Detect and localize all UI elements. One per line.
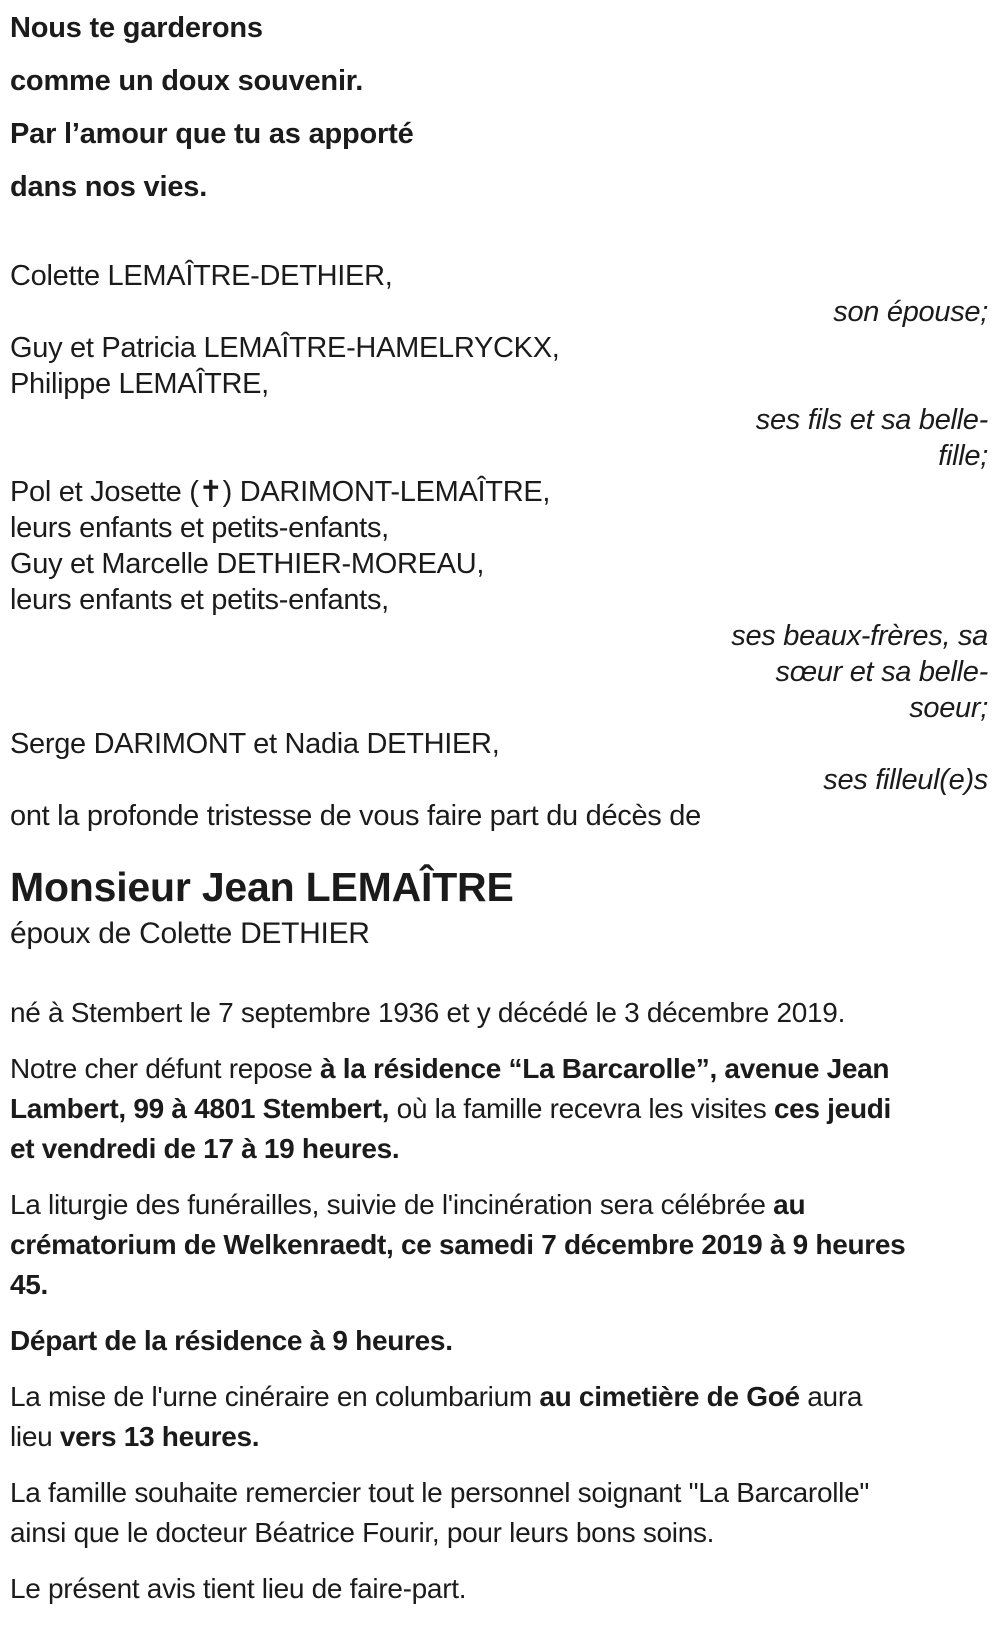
poem-line: comme un doux souvenir. — [10, 65, 364, 97]
family-name: Serge DARIMONT et Nadia DETHIER, — [10, 728, 500, 760]
family-name: Guy et Marcelle DETHIER-MOREAU, — [10, 548, 485, 580]
family-relation: sœur et sa belle- — [775, 656, 988, 688]
family-relation: ses filleul(e)s — [823, 764, 988, 796]
paragraph: La mise de l'urne cinéraire en columbarium au cimetière de Goé aura lieu vers 13 heures. — [10, 1381, 863, 1452]
paragraph: Notre cher défunt repose à la résidence “La Barcarolle”, avenue Jean Lambert, 99 à 4801 Stembert, où la famille recevra les visites ces jeudi et vendredi de 17 à 19 heures. — [10, 1053, 892, 1164]
deceased-name: Monsieur Jean LEMAÎTRE — [10, 864, 514, 910]
paragraph: La famille souhaite remercier tout le personnel soignant "La Barcarolle" ainsi que le docteur Béatrice Fourir, pour leurs bons soins. — [10, 1477, 869, 1548]
family-name: leurs enfants et petits-enfants, — [10, 584, 389, 616]
poem — [10, 0, 988, 214]
paragraph: Le présent avis tient lieu de faire-part. — [10, 1573, 467, 1604]
family-name: Philippe LEMAÎTRE, — [10, 368, 269, 400]
paragraph: La liturgie des funérailles, suivie de l'incinération sera célébrée au crématorium de Welkenraedt, ce samedi 7 décembre 2019 à 9 heures 45. — [10, 1189, 906, 1300]
family-name: Colette LEMAÎTRE-DETHIER, — [10, 260, 393, 292]
family-relation: son épouse; — [833, 296, 988, 328]
announcement: ont la profonde tristesse de vous faire part du décès de — [10, 800, 701, 832]
paragraph: né à Stembert le 7 septembre 1936 et y décédé le 3 décembre 2019. — [10, 997, 846, 1028]
poem-line: dans nos vies. — [10, 171, 208, 203]
family-name: Pol et Josette (✝) DARIMONT-LEMAÎTRE, — [10, 476, 551, 508]
poem-line: Nous te garderons — [10, 12, 263, 44]
poem-line: Par l’amour que tu as apporté — [10, 118, 414, 150]
family-name: Guy et Patricia LEMAÎTRE-HAMELRYCKX, — [10, 332, 560, 364]
paragraph: Départ de la résidence à 9 heures. — [10, 1325, 453, 1356]
family-relation: soeur; — [909, 692, 988, 724]
body-paragraphs — [10, 993, 988, 1609]
family-relation: ses beaux-frères, sa — [731, 620, 988, 652]
family-name: leurs enfants et petits-enfants, — [10, 512, 389, 544]
family-relation: ses fils et sa belle- — [755, 404, 988, 436]
family-list — [10, 258, 988, 798]
family-relation: fille; — [938, 440, 988, 472]
deceased-subtitle: époux de Colette DETHIER — [10, 917, 370, 950]
